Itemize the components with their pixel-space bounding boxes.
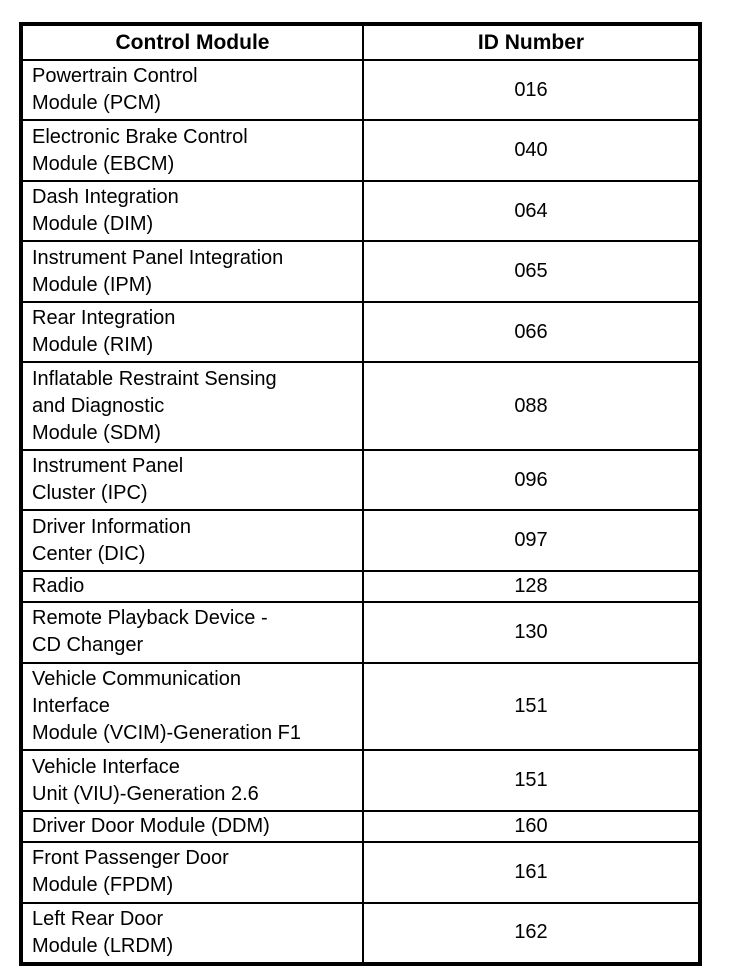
- control-module-cell: [22, 60, 363, 120]
- control-module-cell: [22, 181, 363, 241]
- control-module-name-line: Module (PCM): [32, 92, 161, 115]
- table-row: [22, 120, 699, 180]
- control-module-name-line: Interface: [32, 694, 110, 717]
- id-number-cell: 066: [363, 302, 699, 362]
- control-module-name-line: Module (FPDM): [32, 874, 174, 897]
- header-id-number: ID Number: [363, 25, 699, 60]
- table-row: [22, 241, 699, 301]
- control-module-name-line: Electronic Brake Control: [32, 125, 248, 148]
- table-row: [22, 362, 699, 450]
- control-module-cell: [22, 362, 363, 450]
- control-module-name-line: Driver Information: [32, 515, 191, 538]
- control-module-name-line: Dash Integration: [32, 186, 179, 209]
- id-number-cell: 097: [363, 510, 699, 570]
- id-number-cell: 088: [363, 362, 699, 450]
- table-row: [22, 602, 699, 662]
- table-row: [22, 750, 699, 810]
- id-number-cell: 065: [363, 241, 699, 301]
- control-module-cell: [22, 903, 363, 964]
- id-number-cell: 016: [363, 60, 699, 120]
- id-number-cell: 096: [363, 450, 699, 510]
- table-row: [22, 903, 699, 964]
- id-number-cell: 064: [363, 181, 699, 241]
- id-number-cell: 160: [363, 811, 699, 842]
- control-module-name-line: Instrument Panel: [32, 455, 184, 478]
- control-module-name-line: Module (VCIM)-Generation F1: [32, 721, 301, 744]
- control-module-table: [21, 24, 700, 964]
- table-row: [22, 842, 699, 902]
- control-module-name-line: Unit (VIU)-Generation 2.6: [32, 782, 259, 805]
- control-module-name-line: Left Rear Door: [32, 907, 164, 930]
- table-row: [22, 811, 699, 842]
- control-module-cell: [22, 241, 363, 301]
- control-module-cell: [22, 120, 363, 180]
- control-module-name-line: Inflatable Restraint Sensing: [32, 367, 277, 390]
- control-module-name-line: Module (IPM): [32, 273, 153, 296]
- control-module-cell: [22, 302, 363, 362]
- id-number-cell: 128: [363, 571, 699, 602]
- control-module-name-line: Powertrain Control: [32, 65, 198, 88]
- control-module-name-line: Vehicle Communication: [32, 667, 241, 690]
- control-module-name-line: Instrument Panel Integration: [32, 246, 284, 269]
- table-row: [22, 571, 699, 602]
- table-header-row: [22, 25, 699, 60]
- table-row: [22, 663, 699, 751]
- control-module-cell: [22, 811, 363, 842]
- id-number-cell: 151: [363, 663, 699, 751]
- table-row: [22, 510, 699, 570]
- control-module-name-line: Radio: [32, 575, 85, 598]
- control-module-name-line: and Diagnostic: [32, 394, 165, 417]
- control-module-name-line: Module (LRDM): [32, 934, 174, 957]
- control-module-table-container: [19, 22, 702, 966]
- table-row: [22, 60, 699, 120]
- control-module-name-line: Module (RIM): [32, 334, 154, 357]
- id-number-cell: 162: [363, 903, 699, 964]
- id-number-cell: 151: [363, 750, 699, 810]
- table-row: [22, 302, 699, 362]
- control-module-name-line: Vehicle Interface: [32, 755, 180, 778]
- control-module-name-line: Rear Integration: [32, 307, 176, 330]
- table-row: [22, 181, 699, 241]
- control-module-name-line: CD Changer: [32, 634, 144, 657]
- control-module-cell: [22, 571, 363, 602]
- control-module-name-line: Module (SDM): [32, 421, 161, 444]
- control-module-cell: [22, 602, 363, 662]
- control-module-name-line: Module (DIM): [32, 213, 154, 236]
- control-module-cell: [22, 510, 363, 570]
- id-number-cell: 040: [363, 120, 699, 180]
- control-module-name-line: Cluster (IPC): [32, 482, 148, 505]
- control-module-cell: [22, 663, 363, 751]
- control-module-name-line: Module (EBCM): [32, 152, 175, 175]
- control-module-cell: [22, 450, 363, 510]
- table-body: [22, 60, 699, 963]
- control-module-name-line: Front Passenger Door: [32, 847, 229, 870]
- id-number-cell: 161: [363, 842, 699, 902]
- header-control-module: Control Module: [22, 25, 363, 60]
- id-number-cell: 130: [363, 602, 699, 662]
- control-module-name-line: Center (DIC): [32, 542, 146, 565]
- control-module-cell: [22, 750, 363, 810]
- control-module-name-line: Driver Door Module (DDM): [32, 814, 270, 837]
- table-row: [22, 450, 699, 510]
- control-module-cell: [22, 842, 363, 902]
- control-module-name-line: Remote Playback Device -: [32, 607, 268, 630]
